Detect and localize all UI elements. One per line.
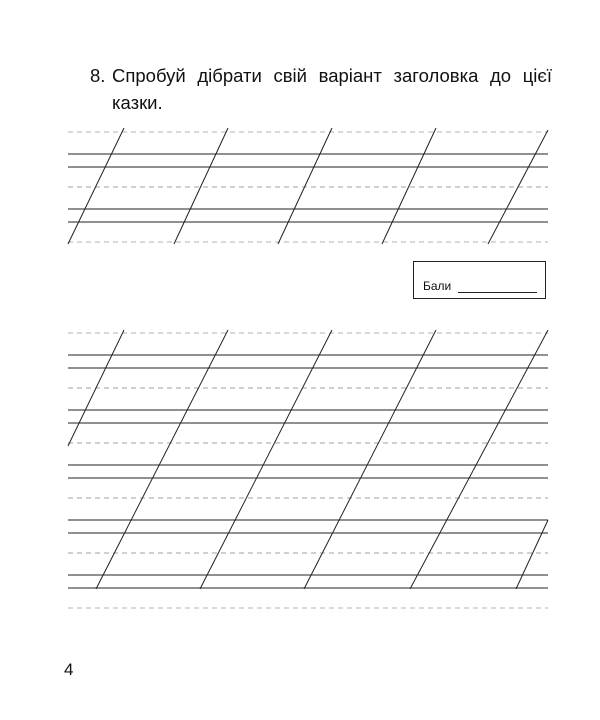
score-label: Бали [423, 279, 452, 293]
task-number: 8. [90, 65, 106, 86]
slant-line [96, 330, 228, 589]
writing-grid-block-2[interactable] [68, 330, 548, 608]
task-text-line-1: Спробуй дібрати свій варіант заголовка до цієї [112, 65, 552, 86]
score-box [413, 261, 546, 299]
slant-line [516, 520, 548, 589]
slant-line [410, 330, 548, 589]
page-number: 4 [64, 660, 74, 679]
slant-line [382, 128, 436, 244]
task-text-line-2: казки. [112, 92, 163, 113]
slant-line [68, 128, 124, 244]
slant-line [174, 128, 228, 244]
score-input-line[interactable] [458, 292, 537, 293]
writing-grid-block-1[interactable] [68, 128, 548, 244]
slant-line [304, 330, 436, 589]
slant-line [278, 128, 332, 244]
slant-line [200, 330, 332, 589]
